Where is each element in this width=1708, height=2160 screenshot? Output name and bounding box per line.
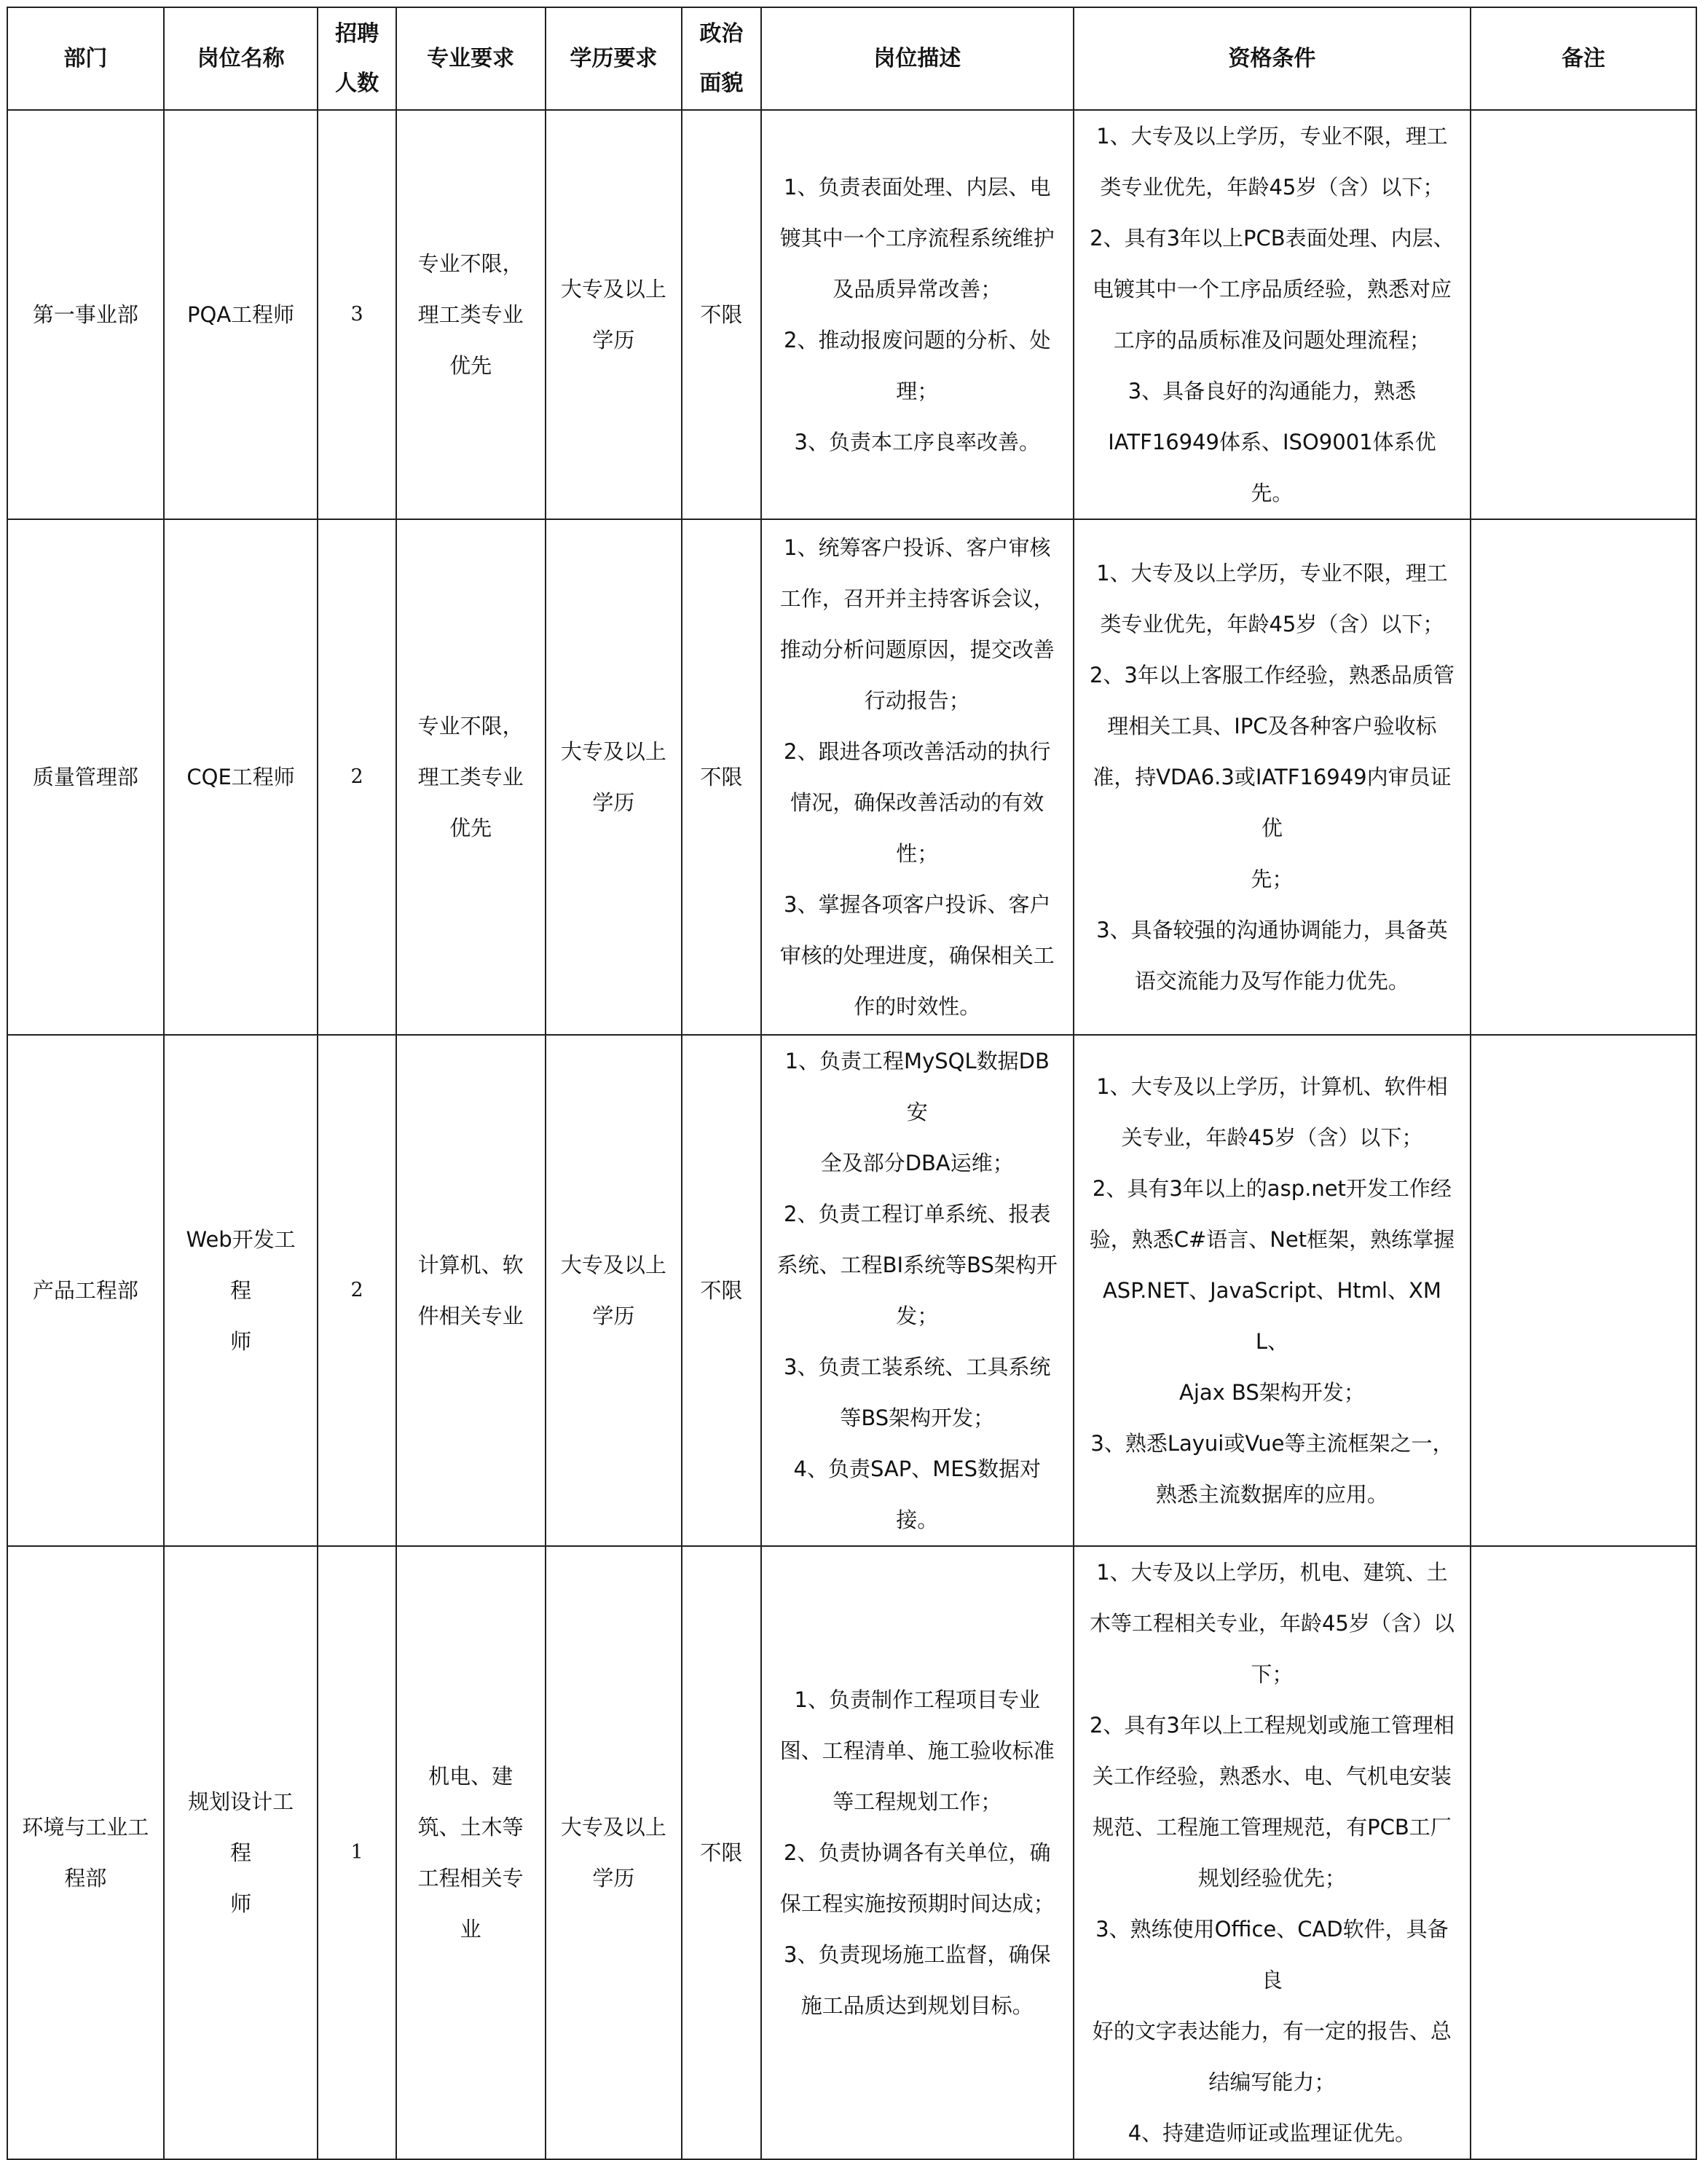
cell-line: 准，持VDA6.3或IATF16949内审员证优 [1093, 765, 1452, 840]
cell-line: 施工品质达到规划目标。 [800, 1993, 1034, 2018]
cell-line: 第一事业部 [32, 302, 138, 327]
header-political-status [682, 7, 760, 110]
cell-line: 作的时效性。 [854, 994, 981, 1019]
cell-line: 2、具有3年以上PCB表面处理、内层、 [1090, 226, 1455, 251]
cell-line: 好的文字表达能力，有一定的报告、总 [1092, 2019, 1452, 2043]
education-requirement-cell [546, 519, 682, 1035]
cell-line: 工作，召开并主持客诉会议， [779, 586, 1055, 611]
cell-line: 理； [896, 379, 939, 403]
cell-line: 性； [896, 841, 939, 866]
cell-line: 3、负责工装系统、工具系统 [784, 1355, 1051, 1379]
header-text: 学历要求 [570, 45, 658, 71]
header-position-name [164, 7, 318, 110]
cell-line: 3、熟悉Layui或Vue等主流框架之一， [1090, 1431, 1454, 1456]
table-row [7, 519, 1696, 1035]
cell-line: 3、熟练使用Office、CAD软件，具备良 [1095, 1917, 1449, 1993]
cell-line: 1、负责制作工程项目专业 [794, 1687, 1040, 1712]
cell-line: 1、大专及以上学历，专业不限，理工 [1096, 124, 1448, 149]
cell-line: 1、负责表面处理、内层、电 [784, 175, 1051, 200]
cell-line: 全及部分DBA运维； [820, 1151, 1014, 1175]
department-cell [7, 1035, 164, 1546]
cell-line: 专业不限， [417, 251, 524, 276]
cell-line: 大专及以上 [560, 739, 666, 764]
cell-line: 先； [1251, 867, 1294, 891]
table-row [7, 1035, 1696, 1546]
header-text: 资格条件 [1228, 45, 1316, 71]
cell-line: 电镀其中一个工序品质经验，熟悉对应 [1092, 277, 1452, 301]
cell-line: 4、持建造师证或监理证优先。 [1127, 2121, 1417, 2145]
cell-line: 3、掌握各项客户投诉、客户 [784, 892, 1051, 917]
header-headcount [318, 7, 395, 110]
major-requirement-cell [396, 1546, 546, 2159]
header-text: 岗位描述 [873, 45, 961, 71]
header-text: 备注 [1561, 45, 1605, 71]
job-description-cell [761, 110, 1074, 519]
header-qualifications [1074, 7, 1471, 110]
political-status-cell: 不限 [682, 110, 760, 519]
education-requirement-cell [546, 110, 682, 519]
cell-line: 筑、土木等 [417, 1815, 524, 1840]
political-status-cell: 不限 [682, 519, 760, 1035]
department-cell [7, 1546, 164, 2159]
cell-line: 产品工程部 [32, 1278, 138, 1303]
cell-line: 师 [230, 1329, 252, 1354]
job-description-cell [761, 519, 1074, 1035]
cell-line: 2、3年以上客服工作经验，熟悉品质管 [1089, 663, 1455, 687]
remarks-cell [1471, 110, 1696, 519]
cell-line: 熟悉主流数据库的应用。 [1155, 1482, 1388, 1507]
cell-line: 审核的处理进度，确保相关工 [779, 943, 1055, 968]
headcount-cell: 2 [318, 519, 395, 1035]
table-row [7, 1546, 1696, 2159]
cell-line: 2、负责协调各有关单位，确 [784, 1840, 1051, 1865]
cell-line: 大专及以上 [560, 1253, 666, 1277]
cell-line: 关专业，年龄45岁（含）以下； [1121, 1125, 1423, 1150]
cell-line: 2、跟进各项改善活动的执行 [784, 739, 1051, 764]
position-name-cell [164, 1546, 318, 2159]
cell-line: 镀其中一个工序流程系统维护 [779, 226, 1055, 251]
cell-line: 环境与工业工 [22, 1815, 149, 1840]
major-requirement-cell [396, 519, 546, 1035]
cell-line: 木等工程相关专业，年龄45岁（含）以 [1089, 1611, 1455, 1636]
recruitment-table [7, 7, 1697, 2160]
cell-line: 系统、工程BI系统等BS架构开 [776, 1253, 1058, 1277]
cell-line: 规划设计工程 [188, 1789, 294, 1865]
cell-line: CQE工程师 [186, 765, 295, 789]
cell-line: 件相关专业 [417, 1304, 524, 1328]
cell-line: 理工类专业 [417, 302, 524, 327]
job-description-cell [761, 1546, 1074, 2159]
cell-line: 1、大专及以上学历，机电、建筑、土 [1096, 1560, 1448, 1585]
cell-line: 验，熟悉C#语言、Net框架，熟练掌握 [1089, 1227, 1455, 1252]
cell-line: 优先 [449, 816, 492, 840]
position-name-cell [164, 110, 318, 519]
cell-line: 类专业优先，年龄45岁（含）以下； [1100, 612, 1444, 636]
cell-line: 专业不限， [417, 714, 524, 738]
cell-line: 2、负责工程订单系统、报表 [784, 1202, 1051, 1226]
header-row [7, 7, 1696, 110]
cell-line: 2、具有3年以上工程规划或施工管理相 [1089, 1713, 1455, 1738]
remarks-cell [1471, 1546, 1696, 2159]
cell-line: 关工作经验，熟悉水、电、气机电安装 [1092, 1764, 1452, 1789]
headcount-cell: 2 [318, 1035, 395, 1546]
qualifications-cell [1074, 1546, 1471, 2159]
cell-line: 优先 [449, 353, 492, 378]
cell-line: 情况，确保改善活动的有效 [790, 790, 1044, 815]
cell-line: ASP.NET、JavaScript、Html、XML、 [1102, 1278, 1441, 1354]
header-job-description [761, 7, 1074, 110]
cell-line: 学历 [592, 1304, 635, 1328]
cell-line: 4、负责SAP、MES数据对接。 [793, 1457, 1041, 1532]
cell-line: Web开发工程 [186, 1227, 296, 1303]
cell-line: 推动分析问题原因，提交改善 [779, 637, 1055, 662]
education-requirement-cell [546, 1546, 682, 2159]
qualifications-cell [1074, 519, 1471, 1035]
header-text: 招聘 [335, 20, 379, 47]
major-requirement-cell [396, 110, 546, 519]
cell-line: 3、负责本工序良率改善。 [794, 430, 1040, 454]
cell-line: 等BS架构开发； [840, 1406, 995, 1430]
cell-line: 规划经验优先； [1197, 1866, 1346, 1891]
cell-line: 结编写能力； [1208, 2070, 1336, 2094]
political-status-cell: 不限 [682, 1546, 760, 2159]
cell-line: 图、工程清单、施工验收标准 [779, 1738, 1055, 1763]
cell-line: 类专业优先，年龄45岁（含）以下； [1100, 175, 1444, 200]
cell-line: 2、具有3年以上的asp.net开发工作经 [1092, 1176, 1452, 1201]
position-name-cell [164, 519, 318, 1035]
cell-line: 师 [230, 1891, 252, 1916]
department-cell [7, 519, 164, 1035]
cell-line: 1、大专及以上学历，专业不限，理工 [1096, 561, 1448, 586]
cell-line: Ajax BS架构开发； [1179, 1380, 1365, 1405]
cell-line: 1、统筹客户投诉、客户审核 [784, 535, 1051, 560]
political-status-cell: 不限 [682, 1035, 760, 1546]
cell-line: PQA工程师 [187, 302, 295, 327]
header-text: 岗位名称 [197, 45, 285, 71]
cell-line: 1、负责工程MySQL数据DB安 [784, 1049, 1050, 1124]
major-requirement-cell [396, 1035, 546, 1546]
header-text: 面貌 [699, 70, 744, 96]
cell-line: 理相关工具、IPC及各种客户验收标 [1107, 714, 1437, 738]
cell-line: 机电、建 [428, 1764, 513, 1789]
cell-line: 3、具备较强的沟通协调能力，具备英 [1096, 918, 1448, 942]
remarks-cell [1471, 1035, 1696, 1546]
position-name-cell [164, 1035, 318, 1546]
remarks-cell [1471, 519, 1696, 1035]
header-text: 专业要求 [427, 45, 515, 71]
cell-line: 保工程实施按预期时间达成； [779, 1891, 1055, 1916]
cell-line: 大专及以上 [560, 277, 666, 301]
job-description-cell [761, 1035, 1074, 1546]
cell-line: 学历 [592, 790, 635, 815]
cell-line: 2、推动报废问题的分析、处 [784, 328, 1051, 352]
cell-line: IATF16949体系、ISO9001体系优先。 [1108, 430, 1436, 505]
header-text: 人数 [335, 70, 379, 96]
table-row [7, 110, 1696, 519]
education-requirement-cell [546, 1035, 682, 1546]
cell-line: 及品质异常改善； [833, 277, 1002, 301]
header-text: 部门 [63, 45, 108, 71]
cell-line: 3、具备良好的沟通能力，熟悉 [1127, 379, 1417, 403]
table-body [7, 110, 1696, 2159]
header-major-requirement [396, 7, 546, 110]
header-text: 政治 [699, 20, 744, 47]
cell-line: 大专及以上 [560, 1815, 666, 1840]
qualifications-cell [1074, 1035, 1471, 1546]
headcount-cell: 1 [318, 1546, 395, 2159]
qualifications-cell [1074, 110, 1471, 519]
header-remarks [1471, 7, 1696, 110]
cell-line: 程部 [64, 1866, 107, 1891]
cell-line: 1、大专及以上学历，计算机、软件相 [1096, 1074, 1448, 1099]
cell-line: 理工类专业 [417, 765, 524, 789]
cell-line: 等工程规划工作； [833, 1789, 1002, 1814]
cell-line: 语交流能力及写作能力优先。 [1134, 969, 1409, 993]
header-department [7, 7, 164, 110]
cell-line: 工序的品质标准及问题处理流程； [1113, 328, 1430, 352]
header-education-requirement [546, 7, 682, 110]
cell-line: 3、负责现场施工监督，确保 [784, 1942, 1051, 1967]
cell-line: 下； [1251, 1662, 1294, 1687]
cell-line: 业 [460, 1917, 481, 1942]
cell-line: 计算机、软 [417, 1253, 524, 1277]
headcount-cell: 3 [318, 110, 395, 519]
cell-line: 学历 [592, 328, 635, 352]
cell-line: 质量管理部 [32, 765, 138, 789]
cell-line: 工程相关专 [417, 1866, 524, 1891]
cell-line: 规范、工程施工管理规范，有PCB工厂 [1093, 1815, 1452, 1840]
cell-line: 行动报告； [864, 688, 970, 713]
cell-line: 学历 [592, 1866, 635, 1891]
cell-line: 发； [896, 1304, 939, 1328]
department-cell [7, 110, 164, 519]
